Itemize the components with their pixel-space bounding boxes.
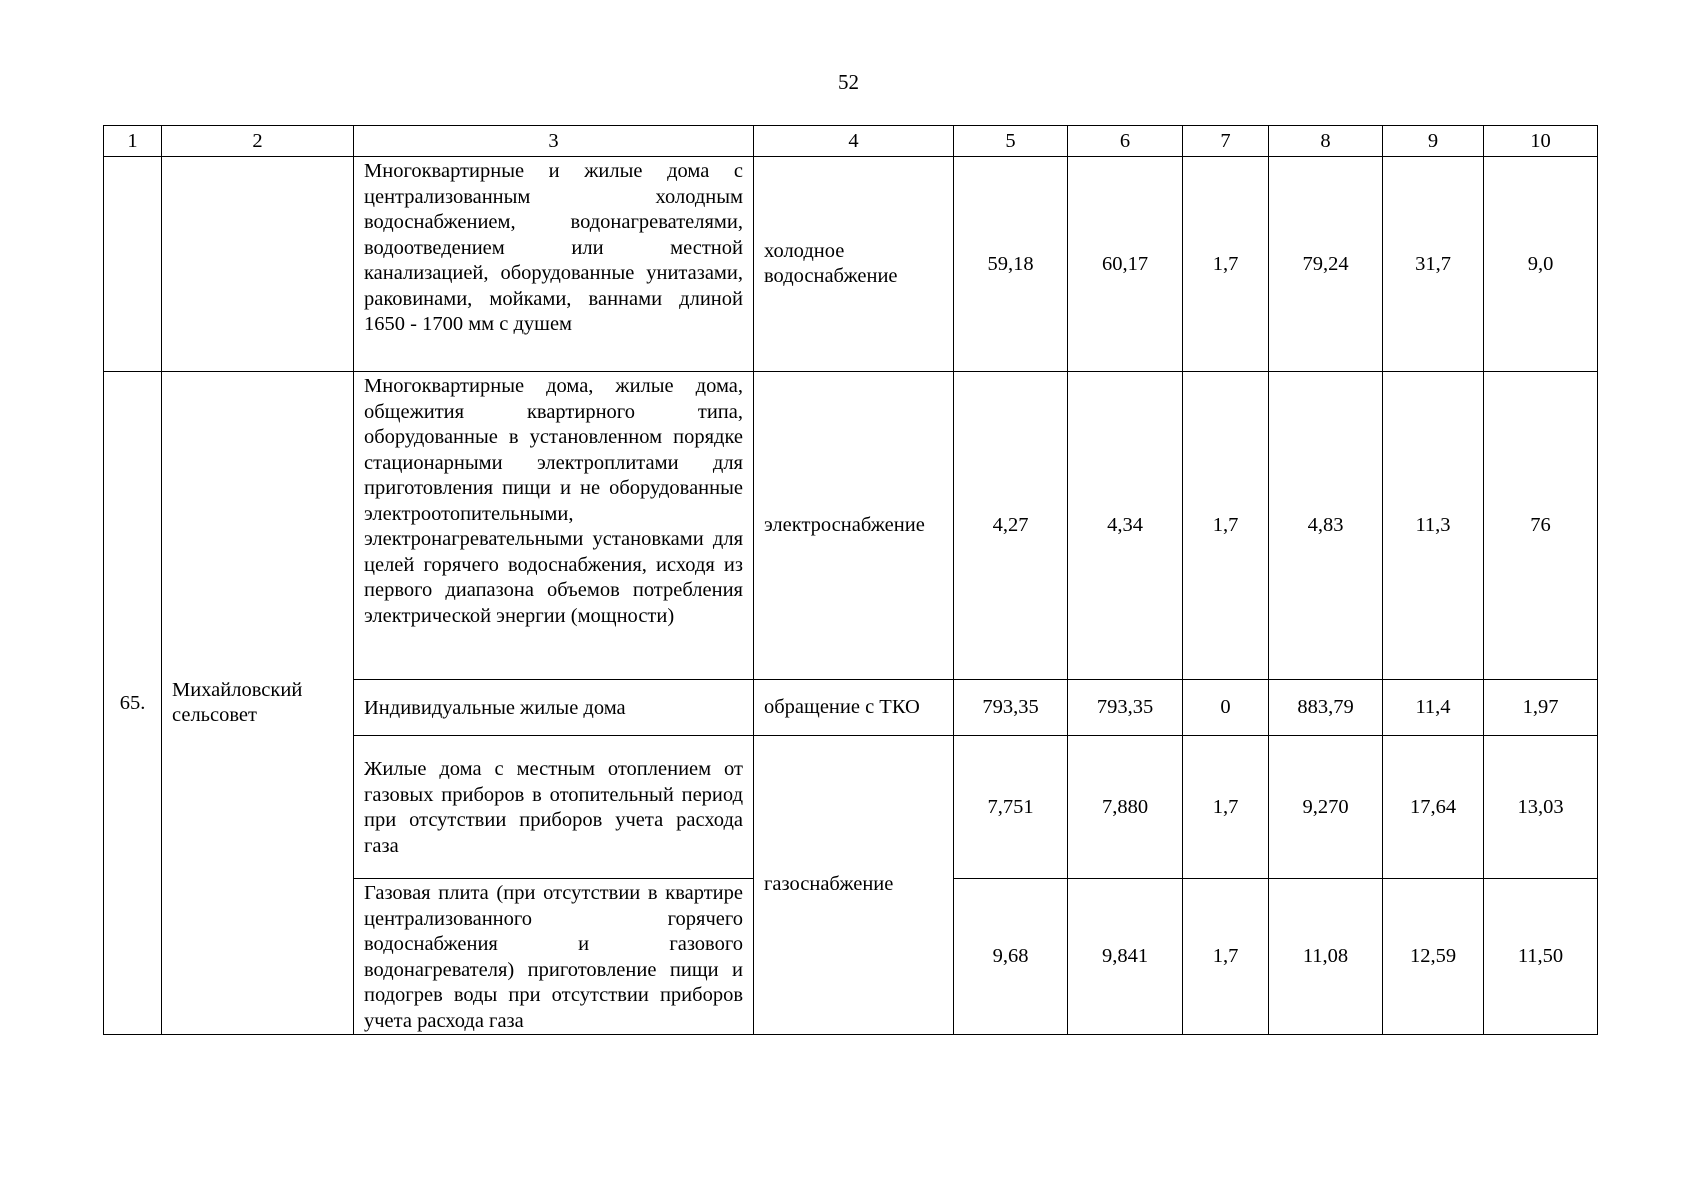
description-cell xyxy=(354,736,754,879)
column-header: 9 xyxy=(1383,126,1484,157)
value-cell: 1,7 xyxy=(1183,157,1269,372)
row-number-cell xyxy=(104,157,162,372)
value-cell: 76 xyxy=(1484,372,1598,680)
column-header: 10 xyxy=(1484,126,1598,157)
value-cell: 4,83 xyxy=(1269,372,1383,680)
value-cell: 4,34 xyxy=(1068,372,1183,680)
value-cell: 11,50 xyxy=(1484,879,1598,1035)
value-cell: 793,35 xyxy=(1068,680,1183,736)
column-header: 5 xyxy=(954,126,1068,157)
value-cell: 59,18 xyxy=(954,157,1068,372)
region-cell xyxy=(162,157,354,372)
region-cell: Михайловский сельсовет xyxy=(162,372,354,1035)
value-cell: 883,79 xyxy=(1269,680,1383,736)
column-header: 2 xyxy=(162,126,354,157)
description-text: Многоквартирные и жилые дома с централизованным холодным водоснабжением, водонагревателями, водоотведением или местной канализацией, оборудованные унитазами, раковинами, мойками, ваннами длиной 1650 - 1700 мм с душем xyxy=(364,160,743,335)
value-cell: 7,751 xyxy=(954,736,1068,879)
service-cell: электроснабжение xyxy=(754,372,954,680)
value-cell: 11,08 xyxy=(1269,879,1383,1035)
value-cell: 0 xyxy=(1183,680,1269,736)
page-number: 52 xyxy=(838,70,859,94)
value-cell: 1,97 xyxy=(1484,680,1598,736)
value-cell: 1,7 xyxy=(1183,879,1269,1035)
tariff-table xyxy=(103,125,1598,1035)
service-cell: холодное водоснабжение xyxy=(754,157,954,372)
value-cell: 31,7 xyxy=(1383,157,1484,372)
column-header: 7 xyxy=(1183,126,1269,157)
description-cell xyxy=(354,372,754,680)
value-cell: 9,0 xyxy=(1484,157,1598,372)
column-header: 4 xyxy=(754,126,954,157)
value-cell: 11,4 xyxy=(1383,680,1484,736)
description-text: Жилые дома с местным отоплением от газовых приборов в отопительный период при отсутствии приборов учета расхода газа xyxy=(364,758,743,857)
column-header: 3 xyxy=(354,126,754,157)
description-cell xyxy=(354,157,754,372)
value-cell: 9,270 xyxy=(1269,736,1383,879)
value-cell: 7,880 xyxy=(1068,736,1183,879)
value-cell: 1,7 xyxy=(1183,372,1269,680)
header-row xyxy=(104,126,1598,157)
service-cell: обращение с ТКО xyxy=(754,680,954,736)
service-cell: газоснабжение xyxy=(754,736,954,1035)
table-row xyxy=(104,372,1598,680)
column-header: 1 xyxy=(104,126,162,157)
value-cell: 1,7 xyxy=(1183,736,1269,879)
value-cell: 9,841 xyxy=(1068,879,1183,1035)
column-header: 6 xyxy=(1068,126,1183,157)
value-cell: 13,03 xyxy=(1484,736,1598,879)
value-cell: 11,3 xyxy=(1383,372,1484,680)
description-text: Газовая плита (при отсутствии в квартире централизованного горячего водоснабжения и газового водонагревателя) приготовление пищи и подогрев воды при отсутствии приборов учета расхода газа xyxy=(364,882,743,1032)
value-cell: 79,24 xyxy=(1269,157,1383,372)
value-cell: 793,35 xyxy=(954,680,1068,736)
row-number-cell: 65. xyxy=(104,372,162,1035)
column-header: 8 xyxy=(1269,126,1383,157)
description-text: Многоквартирные дома, жилые дома, общежития квартирного типа, оборудованные в установленном порядке стационарными электроплитами для приготовления пищи и не оборудованные электроотопительными, электронагревательными установками для целей горячего водоснабжения, исходя из первого диапазона объемов потребления электрической энергии (мощности) xyxy=(364,375,743,627)
value-cell: 60,17 xyxy=(1068,157,1183,372)
value-cell: 4,27 xyxy=(954,372,1068,680)
value-cell: 12,59 xyxy=(1383,879,1484,1035)
value-cell: 17,64 xyxy=(1383,736,1484,879)
description-cell xyxy=(354,879,754,1035)
table-row xyxy=(104,157,1598,372)
value-cell: 9,68 xyxy=(954,879,1068,1035)
description-cell xyxy=(354,680,754,736)
description-text: Индивидуальные жилые дома xyxy=(364,696,626,719)
